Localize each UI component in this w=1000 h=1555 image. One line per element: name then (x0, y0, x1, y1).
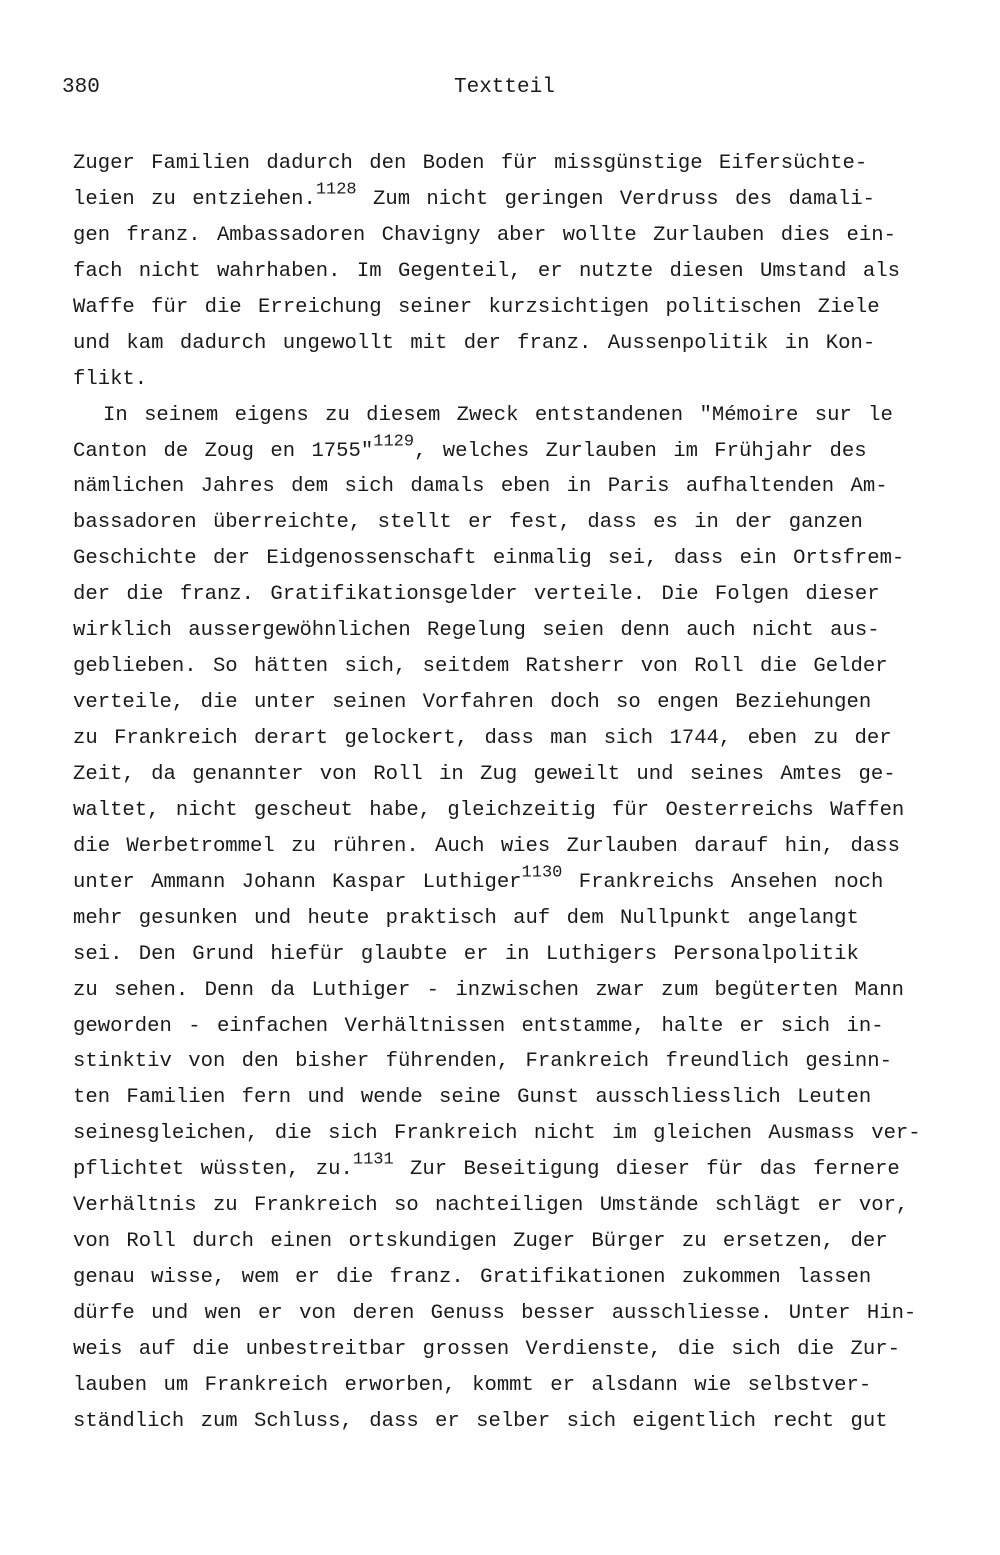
text-line: pflichtet wüssten, zu.$^{1131}$ Zur Beseitigung dieser für das fernere (73, 1150, 900, 1182)
body-text (73, 146, 973, 1440)
running-title: Textteil (454, 76, 555, 99)
text-line: ten Familien fern und wende seine Gunst ausschliesslich Leuten (73, 1086, 872, 1110)
text-line: zu sehen. Denn da Luthiger - inzwischen zwar zum begüterten Mann (73, 978, 904, 1002)
text-line: bassadoren überreichte, stellt er fest, dass es in der ganzen (73, 511, 863, 535)
text-line: Waffe für die Erreichung seiner kurzsichtigen politischen Ziele (73, 295, 880, 319)
text-line: unter Ammann Johann Kaspar Luthiger$^{1130}$ Frankreichs Ansehen noch (73, 863, 884, 894)
text-line: weis auf die unbestreitbar grossen Verdienste, die sich die Zur- (73, 1337, 900, 1361)
text-line: dürfe und wen er von deren Genuss besser ausschliesse. Unter Hin- (73, 1302, 917, 1325)
text-line: geblieben. So hätten sich, seitdem Ratsherr von Roll die Gelder (73, 655, 888, 679)
text-line: lauben um Frankreich erworben, kommt er alsdann wie selbstver- (73, 1373, 872, 1397)
paragraph-start-line: In seinem eigens zu diesem Zweck entstandenen "Mémoire sur le (103, 403, 893, 427)
text-line: ständlich zum Schluss, dass er selber sich eigentlich recht gut (73, 1409, 888, 1433)
footnote-ref: 1129 (373, 431, 415, 451)
text-line: Zuger Familien dadurch den Boden für missgünstige Eifersüchte- (73, 152, 868, 175)
text-line: und kam dadurch ungewollt mit der franz. Aussenpolitik in Kon- (73, 331, 876, 355)
text-line: nämlichen Jahres dem sich damals eben in Paris aufhaltenden Am- (73, 475, 888, 499)
text-line: sei. Den Grund hiefür glaubte er in Luthigers Personalpolitik (73, 942, 859, 966)
page-number: 380 (62, 76, 100, 99)
page-header (62, 76, 942, 102)
text-line: zu Frankreich derart gelockert, dass man sich 1744, eben zu der (73, 727, 892, 750)
text-line: der die franz. Gratifikationsgelder verteile. Die Folgen dieser (73, 583, 880, 607)
text-line: Verhältnis zu Frankreich so nachteiligen Umstände schlägt er vor, (73, 1194, 909, 1218)
text-line: Zeit, da genannter von Roll in Zug geweilt und seines Amtes ge- (73, 762, 896, 786)
text-line: verteile, die unter seinen Vorfahren doch so engen Beziehungen (73, 691, 872, 715)
footnote-ref: 1130 (521, 863, 563, 883)
footnote-ref: 1131 (352, 1150, 394, 1170)
text-line: von Roll durch einen ortskundigen Zuger Bürger zu ersetzen, der (73, 1230, 888, 1254)
text-line: flikt. (73, 367, 148, 391)
text-line: fach nicht wahrhaben. Im Gegenteil, er nutzte diesen Umstand als (73, 259, 900, 283)
text-line: genau wisse, wem er die franz. Gratifikationen zukommen lassen (73, 1266, 872, 1290)
text-line: stinktiv von den bisher führenden, Frankreich freundlich gesinn- (73, 1050, 892, 1074)
text-line: Canton de Zoug en 1755"$^{1129}$, welches Zurlauben im Frühjahr des (73, 431, 867, 463)
text-line: leien zu entziehen.$^{1128}$ Zum nicht geringen Verdruss des damali- (73, 180, 875, 211)
text-line: Geschichte der Eidgenossenschaft einmalig sei, dass ein Ortsfrem- (73, 547, 905, 571)
text-line: wirklich aussergewöhnlichen Regelung seien denn auch nicht aus- (73, 619, 880, 643)
text-line: mehr gesunken und heute praktisch auf dem Nullpunkt angelangt (73, 906, 859, 930)
text-line: waltet, nicht gescheut habe, gleichzeitig für Oesterreichs Waffen (73, 798, 905, 822)
text-line: die Werbetrommel zu rühren. Auch wies Zurlauben darauf hin, dass (73, 834, 900, 858)
footnote-ref: 1128 (315, 180, 357, 200)
text-line: gen franz. Ambassadoren Chavigny aber wollte Zurlauben dies ein- (73, 223, 896, 247)
text-line: geworden - einfachen Verhältnissen entstamme, halte er sich in- (73, 1014, 884, 1038)
text-line: seinesgleichen, die sich Frankreich nicht im gleichen Ausmass ver- (73, 1122, 921, 1146)
